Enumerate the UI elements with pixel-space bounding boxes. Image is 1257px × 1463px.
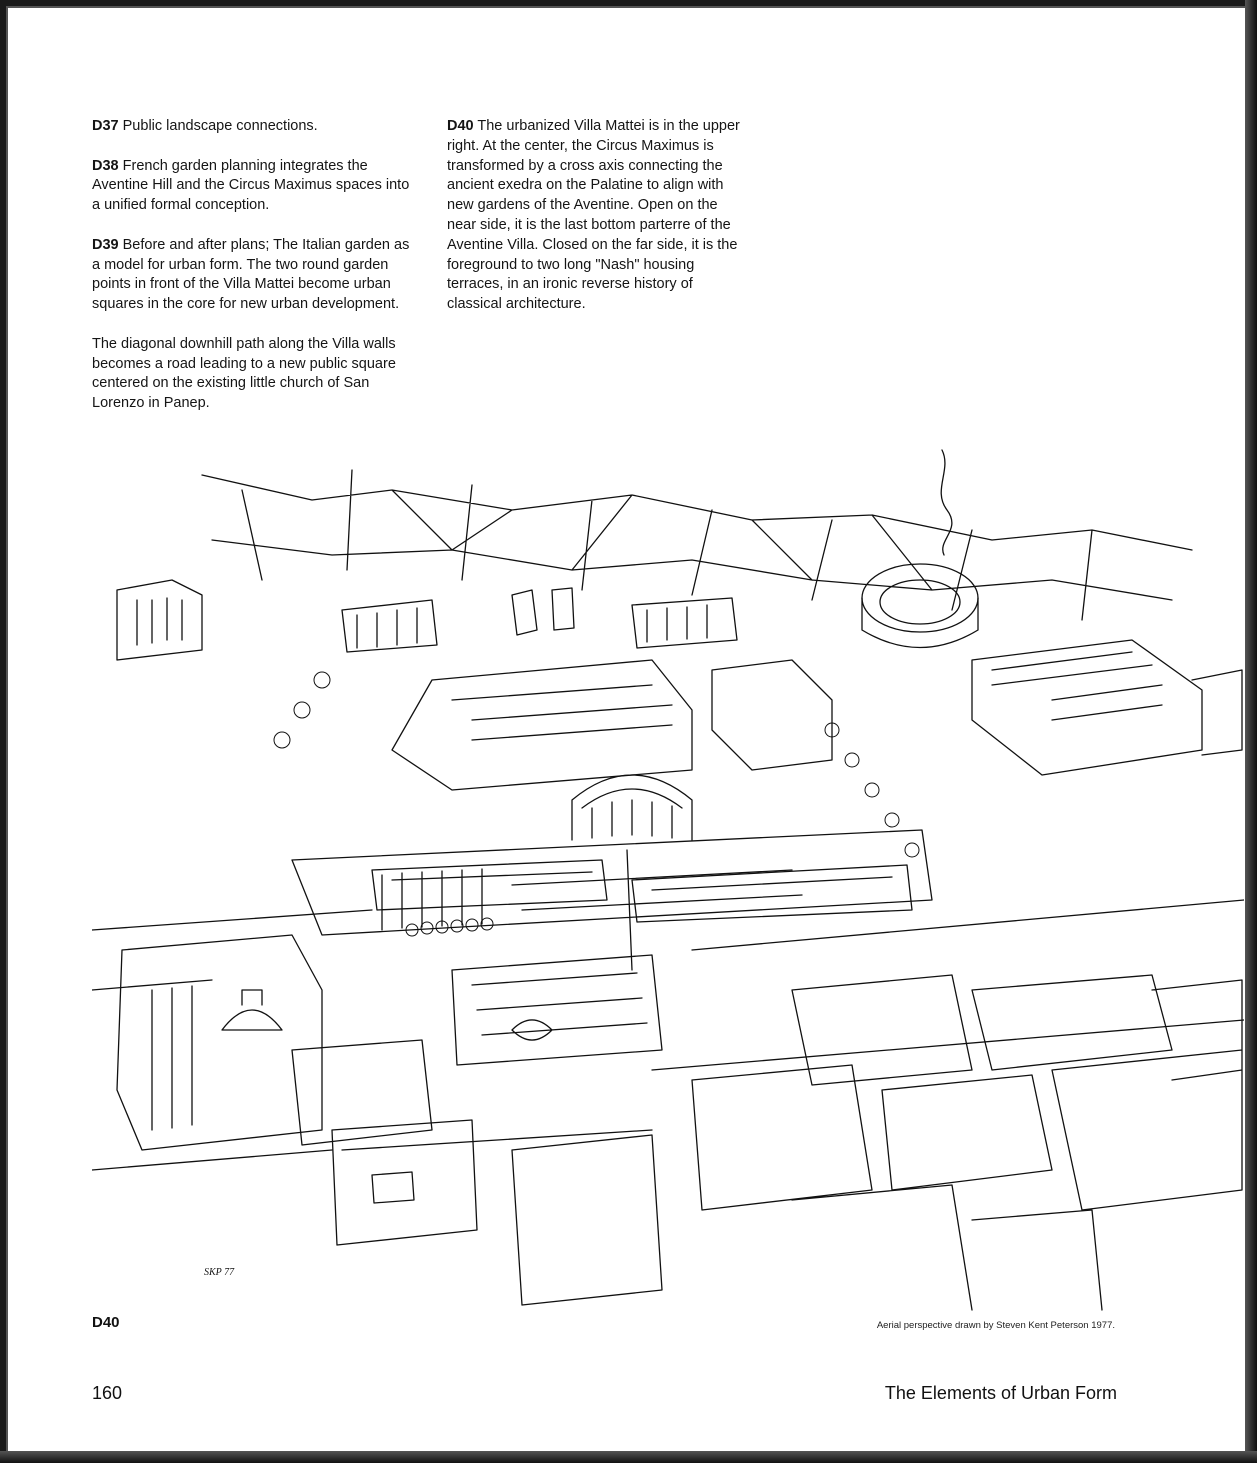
page-shadow-right [1245, 0, 1257, 1463]
left-text-column [92, 117, 412, 434]
upper-left-buildings [117, 580, 737, 660]
d39-tag: D39 [92, 236, 119, 253]
page-shadow-bottom [0, 1451, 1257, 1463]
trees [274, 672, 919, 936]
drawing-signature: SKP 77 [204, 1267, 235, 1278]
paragraph-diagonal-path: The diagonal downhill path along the Villa walls becomes a road leading to a new public square centered on the existing little church of San Lorenzo in Panep. [92, 335, 396, 412]
d40-text: The urbanized Villa Mattei is in the upper right. At the center, the Circus Maximus is transformed by a cross axis connecting the ancient exedra on the Palatine to align with new gardens of the Aventine. Open on the near side, it is the last bottom parterre of the Aventine Villa. Closed on the far side, it is the foreground to two long "Nash" housing terraces, in an ironic reverse history of classical architecture. [447, 118, 740, 313]
central-palace [392, 660, 832, 790]
paragraph-d40 [447, 117, 747, 315]
paragraph-d37 [92, 117, 412, 137]
garden-parterres [452, 955, 662, 1065]
d37-text: Public landscape connections. [118, 118, 318, 134]
foreground-left-buildings [117, 935, 477, 1245]
page-number: 160 [92, 1383, 123, 1403]
palatine-exedra [572, 775, 692, 840]
d38-text: French garden planning integrates the Aventine Hill and the Circus Maximus spaces into a unified formal conception. [92, 157, 410, 214]
paragraph-d39 [92, 236, 412, 315]
villa-mattei-block [972, 640, 1242, 775]
foreground-streets [92, 900, 1244, 1170]
distant-streets [202, 450, 1192, 620]
d37-tag: D37 [92, 118, 119, 134]
nash-terraces [372, 860, 912, 922]
d40-tag: D40 [447, 118, 474, 134]
figure-label: D40 [92, 1314, 120, 1331]
d38-tag: D38 [92, 157, 119, 174]
circus-maximus-axis [292, 830, 932, 970]
right-text-column [447, 117, 747, 335]
paragraph-d38 [92, 157, 412, 216]
book-title: The Elements of Urban Form [884, 1383, 1117, 1403]
figure-caption: Aerial perspective drawn by Steven Kent Peterson 1977. [876, 1320, 1115, 1331]
aerial-perspective-drawing [92, 430, 1244, 1315]
d39-text: Before and after plans; The Italian garden as a model for urban form. The two round garden points in front of the Villa Mattei become urban squares in the core for new urban development. [92, 236, 410, 313]
